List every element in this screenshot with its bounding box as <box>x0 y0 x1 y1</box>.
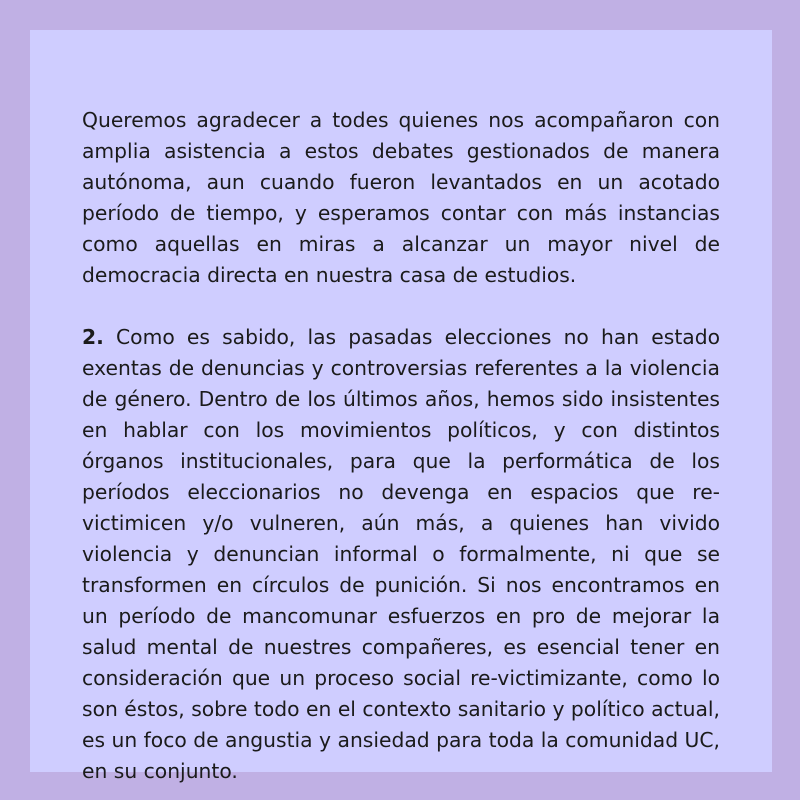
paragraph-intro <box>82 105 720 291</box>
paragraph-intro-text: Queremos agradecer a todes quienes nos acompañaron con amplia asistencia a estos debates gestionados de manera autónoma, aun cuando fueron levantados en un acotado período de tiempo, y esperamos contar con más instancias como aquellas en miras a alcanzar un mayor nivel de democracia directa en nuestra casa de estudios. <box>82 108 720 287</box>
text-card <box>30 30 772 783</box>
paragraph-point-2 <box>82 322 720 787</box>
paragraph-point-2-text: Como es sabido, las pasadas elecciones no han estado exentas de denuncias y controversias referentes a la violencia de género. Dentro de los últimos años, hemos sido insistentes en hablar con los movimientos políticos, y con distintos órganos institucionales, para que la performática de los períodos eleccionarios no devenga en espacios que re-victimicen y/o vulneren, aún más, a quienes han vivido violencia y denuncian informal o formalmente, ni que se transformen en círculos de punición. Si nos encontramos en un período de mancomunar esfuerzos en pro de mejorar la salud mental de nuestres compañeres, es esencial tener en consideración que un proceso social re-victimizante, como lo son éstos, sobre todo en el contexto sanitario y político actual, es un foco de angustia y ansiedad para toda la comunidad UC, en su conjunto. <box>82 325 720 783</box>
paragraph-number: 2. <box>82 325 104 349</box>
